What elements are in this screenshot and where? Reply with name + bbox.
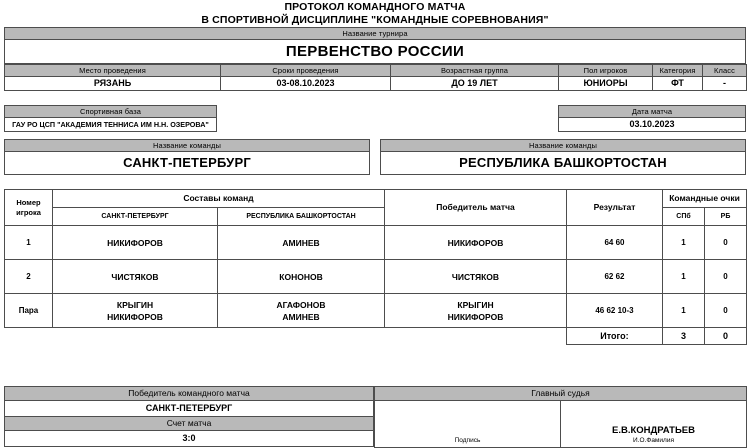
header-player-number: [5, 190, 53, 226]
chief-referee-label: Главный судья: [375, 387, 747, 401]
table-row: [5, 226, 747, 260]
referee-name-caption: И.О.Фамилия: [633, 437, 674, 444]
match-score-label: Счет матча: [5, 417, 374, 431]
chief-referee-signature-row: [375, 401, 747, 448]
signature-label: Подпись: [454, 437, 481, 444]
sports-base-label-row: [5, 106, 217, 118]
total-spacer-4: [385, 328, 567, 345]
row-home-player: ЧИСТЯКОВ: [53, 260, 218, 294]
header-player-number-line2: игрока: [16, 207, 41, 217]
total-label: Итого:: [567, 328, 663, 345]
results-header-row-1: [5, 190, 747, 208]
header-roster-away: РЕСПУБЛИКА БАШКОРТОСТАН: [218, 208, 385, 226]
match-score-label-row: [5, 417, 374, 431]
home-team-name: САНКТ-ПЕТЕРБУРГ: [5, 152, 370, 175]
event-info-header-row: [5, 65, 747, 77]
away-team-block: [380, 139, 746, 175]
results-block: [4, 189, 746, 345]
chief-referee-table: [374, 386, 747, 448]
tournament-block: [4, 27, 746, 64]
header-dates: Сроки проведения: [221, 65, 391, 77]
sports-base-block: [4, 105, 217, 132]
value-venue: РЯЗАНЬ: [5, 77, 221, 91]
sports-base-label: Спортивная база: [5, 106, 217, 118]
tournament-table: [4, 27, 746, 64]
tournament-value-row: [5, 40, 746, 64]
sports-base-value: ГАУ РО ЦСП "АКАДЕМИЯ ТЕННИСА ИМ Н.Н. ОЗЕРОВА": [5, 118, 217, 132]
home-team-value-row: [5, 152, 370, 175]
header-result: Результат: [567, 190, 663, 226]
match-date-label-row: [559, 106, 746, 118]
row-number: Пара: [5, 294, 53, 328]
value-class: -: [703, 77, 747, 91]
row-home-player: КРЫГИН НИКИФОРОВ: [53, 294, 218, 328]
header-class: Класс: [703, 65, 747, 77]
match-result-table: [4, 386, 374, 447]
total-spacer-2: [53, 328, 218, 345]
title-line-2: В СПОРТИВНОЙ ДИСЦИПЛИНЕ "КОМАНДНЫЕ СОРЕВНОВАНИЯ": [201, 14, 549, 26]
row-home-player: НИКИФОРОВ: [53, 226, 218, 260]
row-number: 2: [5, 260, 53, 294]
total-points-away: 0: [705, 328, 747, 345]
row-away-player: АГАФОНОВ АМИНЕВ: [218, 294, 385, 328]
value-dates: 03-08.10.2023: [221, 77, 391, 91]
header-team-points: Командные очки: [663, 190, 747, 208]
row-score: 62 62: [567, 260, 663, 294]
home-team-table: [4, 139, 370, 175]
away-team-label-row: [381, 140, 746, 152]
match-score-value-row: [5, 431, 374, 447]
row-number: 1: [5, 226, 53, 260]
match-date-value-row: [559, 118, 746, 132]
row-winner: ЧИСТЯКОВ: [385, 260, 567, 294]
away-team-name: РЕСПУБЛИКА БАШКОРТОСТАН: [381, 152, 746, 175]
event-info-block: [4, 64, 746, 91]
value-gender: ЮНИОРЫ: [559, 77, 653, 91]
document-title: [0, 0, 750, 27]
tournament-name: ПЕРВЕНСТВО РОССИИ: [5, 40, 746, 64]
away-team-label: Название команды: [381, 140, 746, 152]
header-category: Категория: [653, 65, 703, 77]
row-winner: НИКИФОРОВ: [385, 226, 567, 260]
signature-cell[interactable]: [375, 401, 561, 448]
row-winner: КРЫГИН НИКИФОРОВ: [385, 294, 567, 328]
chief-referee-block: [374, 386, 746, 448]
tournament-label-row: [5, 28, 746, 40]
title-line-1: ПРОТОКОЛ КОМАНДНОГО МАТЧА: [284, 1, 466, 13]
away-team-table: [380, 139, 746, 175]
match-winner-value-row: [5, 401, 374, 417]
value-age-group: ДО 19 ЛЕТ: [391, 77, 559, 91]
row-score: 64 60: [567, 226, 663, 260]
header-gender: Пол игроков: [559, 65, 653, 77]
home-team-label: Название команды: [5, 140, 370, 152]
match-winner-value: САНКТ-ПЕТЕРБУРГ: [5, 401, 374, 417]
value-category: ФТ: [653, 77, 703, 91]
header-match-winner: Победитель матча: [385, 190, 567, 226]
sports-base-value-row: [5, 118, 217, 132]
row-points-away: 0: [705, 226, 747, 260]
header-venue: Место проведения: [5, 65, 221, 77]
tournament-label: Название турнира: [5, 28, 746, 40]
match-date-value: 03.10.2023: [559, 118, 746, 132]
match-winner-label: Победитель командного матча: [5, 387, 374, 401]
away-team-value-row: [381, 152, 746, 175]
row-away-player: КОНОНОВ: [218, 260, 385, 294]
total-points-home: 3: [663, 328, 705, 345]
row-score: 46 62 10-3: [567, 294, 663, 328]
header-rosters: Составы команд: [53, 190, 385, 208]
header-player-number-line1: Номер: [16, 197, 41, 207]
event-info-value-row: [5, 77, 747, 91]
header-roster-home: САНКТ-ПЕТЕРБУРГ: [53, 208, 218, 226]
chief-referee-label-row: [375, 387, 747, 401]
match-date-table: [558, 105, 746, 132]
row-points-away: 0: [705, 260, 747, 294]
home-team-block: [4, 139, 370, 175]
header-points-home: СПб: [663, 208, 705, 226]
home-team-label-row: [5, 140, 370, 152]
table-row: [5, 294, 747, 328]
match-date-label: Дата матча: [559, 106, 746, 118]
total-spacer-1: [5, 328, 53, 345]
event-info-table: [4, 64, 747, 91]
total-spacer-3: [218, 328, 385, 345]
row-points-home: 1: [663, 294, 705, 328]
match-winner-label-row: [5, 387, 374, 401]
row-away-player: АМИНЕВ: [218, 226, 385, 260]
sports-base-table: [4, 105, 217, 132]
row-points-home: 1: [663, 260, 705, 294]
table-row: [5, 260, 747, 294]
match-result-block: [4, 386, 374, 447]
results-total-row: [5, 328, 747, 345]
referee-name: Е.В.КОНДРАТЬЕВ: [612, 425, 696, 436]
row-points-away: 0: [705, 294, 747, 328]
header-points-away: РБ: [705, 208, 747, 226]
header-age-group: Возрастная группа: [391, 65, 559, 77]
match-score-value: 3:0: [5, 431, 374, 447]
results-table: [4, 189, 747, 345]
referee-name-cell: [561, 401, 747, 448]
match-date-block: [558, 105, 746, 132]
row-points-home: 1: [663, 226, 705, 260]
